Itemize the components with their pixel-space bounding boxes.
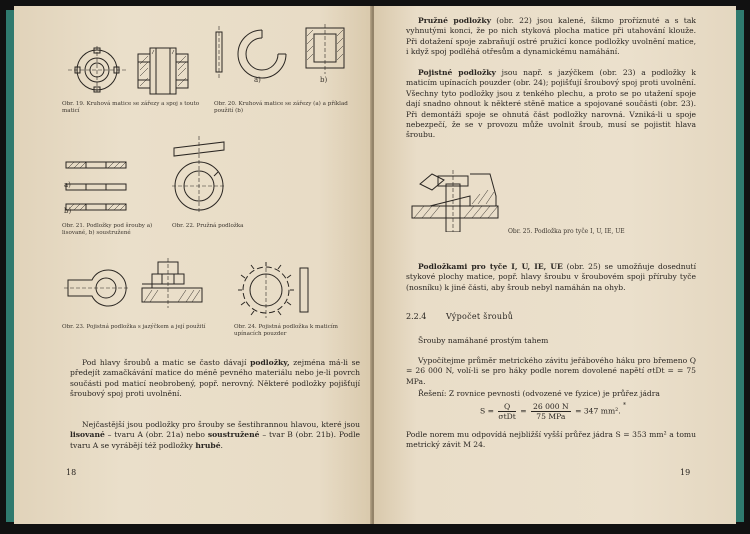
subsection-title: Šrouby namáhané prostým tahem — [418, 336, 549, 345]
figure-21 — [64, 156, 134, 214]
para1-text-a: Pod hlavy šroubů a matic se často dávají — [82, 358, 251, 367]
fig20-label-b: b) — [320, 76, 328, 84]
formula-result: = 347 mm². — [575, 406, 621, 416]
formula-cross-section — [480, 402, 626, 421]
conclusion-text: Podle norem mu odpovídá nejbližší vyšší průřez jádra S = 353 mm² a tomu metrický závit M 24. — [406, 430, 696, 450]
para2-t3: – tvar B (obr. 21b). Podle tvaru A se vyrábějí též podložky — [70, 430, 360, 450]
paragraph-pojistne — [406, 68, 696, 141]
para2-b3: hrubé — [195, 440, 221, 450]
figure-23 — [62, 258, 212, 318]
para2-b1: lisované — [70, 430, 105, 440]
paragraph-nejcastejsi — [70, 420, 360, 451]
formula-mark: * — [623, 402, 627, 409]
pojistne-bold: Pojistné podložky — [418, 68, 496, 77]
problem-text: Vypočítejme průměr metrického závitu jeřábového háku pro břemeno Q = 26 000 N, volí-li se pro háky podle norem dovolené napětí σtDt = = 75 MPa. — [406, 356, 696, 386]
figure-19 — [64, 44, 194, 96]
frac2-den: 75 MPa — [536, 412, 566, 421]
pruzne-bold: Pružné podložky — [418, 16, 492, 25]
fig21-label-b: b) — [64, 207, 72, 215]
book-edge-right — [736, 10, 744, 522]
formula-eq: = — [520, 406, 527, 416]
figure-25 — [410, 166, 510, 232]
tyce-bold: Podložkami pro tyče I, U, IE, UE — [418, 262, 563, 271]
pojistne-text: jsou např. s jazýčkem (obr. 23) a podložky k maticím upínacích pouzder (obr. 24); pojišťují šroubový spoj proti uvolnění. Všechny tyto podložky jsou z tenkého plechu, a proto se po utažení spoje dají snadno ohnout k některé stěně matice a spojované součásti (obr. 23). Při demontáži spoje se ohnutá část podložky narovná. Vzniká-li u spoje nebezpečí, že se v provozu může uvolnit šroub, musí se pojistit hlava šroubu. — [406, 68, 696, 140]
para2-t2: – tvaru A (obr. 21a) nebo — [104, 430, 208, 440]
frac2-num: 26 000 N — [533, 402, 569, 411]
section-title: Výpočet šroubů — [446, 312, 514, 321]
section-number: 2.2.4 — [406, 312, 427, 321]
figure-22 — [168, 136, 230, 216]
page-number-left: 18 — [66, 468, 77, 477]
figure-20 — [210, 22, 350, 90]
frac1-num: Q — [498, 402, 515, 412]
figure-24 — [236, 260, 316, 318]
right-page — [374, 6, 736, 524]
para2-t1: Nejčastější jsou podložky pro šrouby se šestihrannou hlavou, které jsou — [82, 420, 360, 429]
formula-frac2 — [531, 402, 571, 421]
para2-b2: soustružené — [207, 430, 260, 440]
caption-fig19: Obr. 19. Kruhová matice se zářezy a spoj s touto maticí — [62, 101, 200, 115]
solution-intro: Řešení: Z rovnice pevnosti (odvozené ve fyzice) je průřez jádra — [418, 389, 660, 398]
para2-t4: . — [220, 440, 223, 450]
frac1-den: σtDt — [498, 412, 516, 421]
paragraph-podlozky — [70, 358, 360, 400]
caption-fig24: Obr. 24. Pojistná podložka k maticím upínacích pouzder — [234, 324, 338, 338]
left-page — [14, 6, 372, 524]
paragraph-tyce — [406, 262, 696, 293]
paragraph-pruzne — [406, 16, 696, 58]
para1-text-b: zejména má-li se předejít zamačkávání matice do méně pevného materiálu nebo je-li povrch součásti pod maticí neobrobený, popř. nerovný. Některé podložky pojišťují šroubový spoj proti uvolnění. — [70, 358, 361, 399]
fig20-label-a: a) — [254, 76, 261, 84]
caption-fig25: Obr. 25. Podložka pro tyče I, U, IE, UE — [508, 228, 625, 235]
formula-lhs: S = — [480, 406, 494, 416]
tyce-text: (obr. 25) se umožňuje dosednutí stykové plochy matice, popř. hlavy šroubu v šroubovém spoji příruby tyče (nosníku) k jiné části, aby šroub nebyl namáhán na ohyb. — [406, 262, 697, 292]
caption-fig20: Obr. 20. Kruhová matice se zářezy (a) a příklad použití (b) — [214, 101, 348, 115]
para1-bold: podložky, — [250, 358, 290, 367]
fig21-label-a: a) — [64, 181, 71, 189]
page-number-right: 19 — [680, 468, 691, 477]
formula-frac1 — [498, 402, 515, 421]
caption-fig23: Obr. 23. Pojistná podložka s jazýčkem a její použití — [62, 324, 206, 330]
caption-fig21: Obr. 21. Podložky pod šrouby a) lisované, b) soustružené — [62, 223, 153, 237]
pruzne-text: (obr. 22) jsou kalené, šikmo proříznuté a s tak vyhnutými konci, že po nich styková plocha matice při utahování klouže. Při dotažení spoje zabraňují ostré pružicí konce podložky uvolnění matice, i když spoj podléhá otřesům a dynamickému namáhání. — [406, 16, 696, 57]
caption-fig22: Obr. 22. Pružná podložka — [172, 223, 244, 229]
